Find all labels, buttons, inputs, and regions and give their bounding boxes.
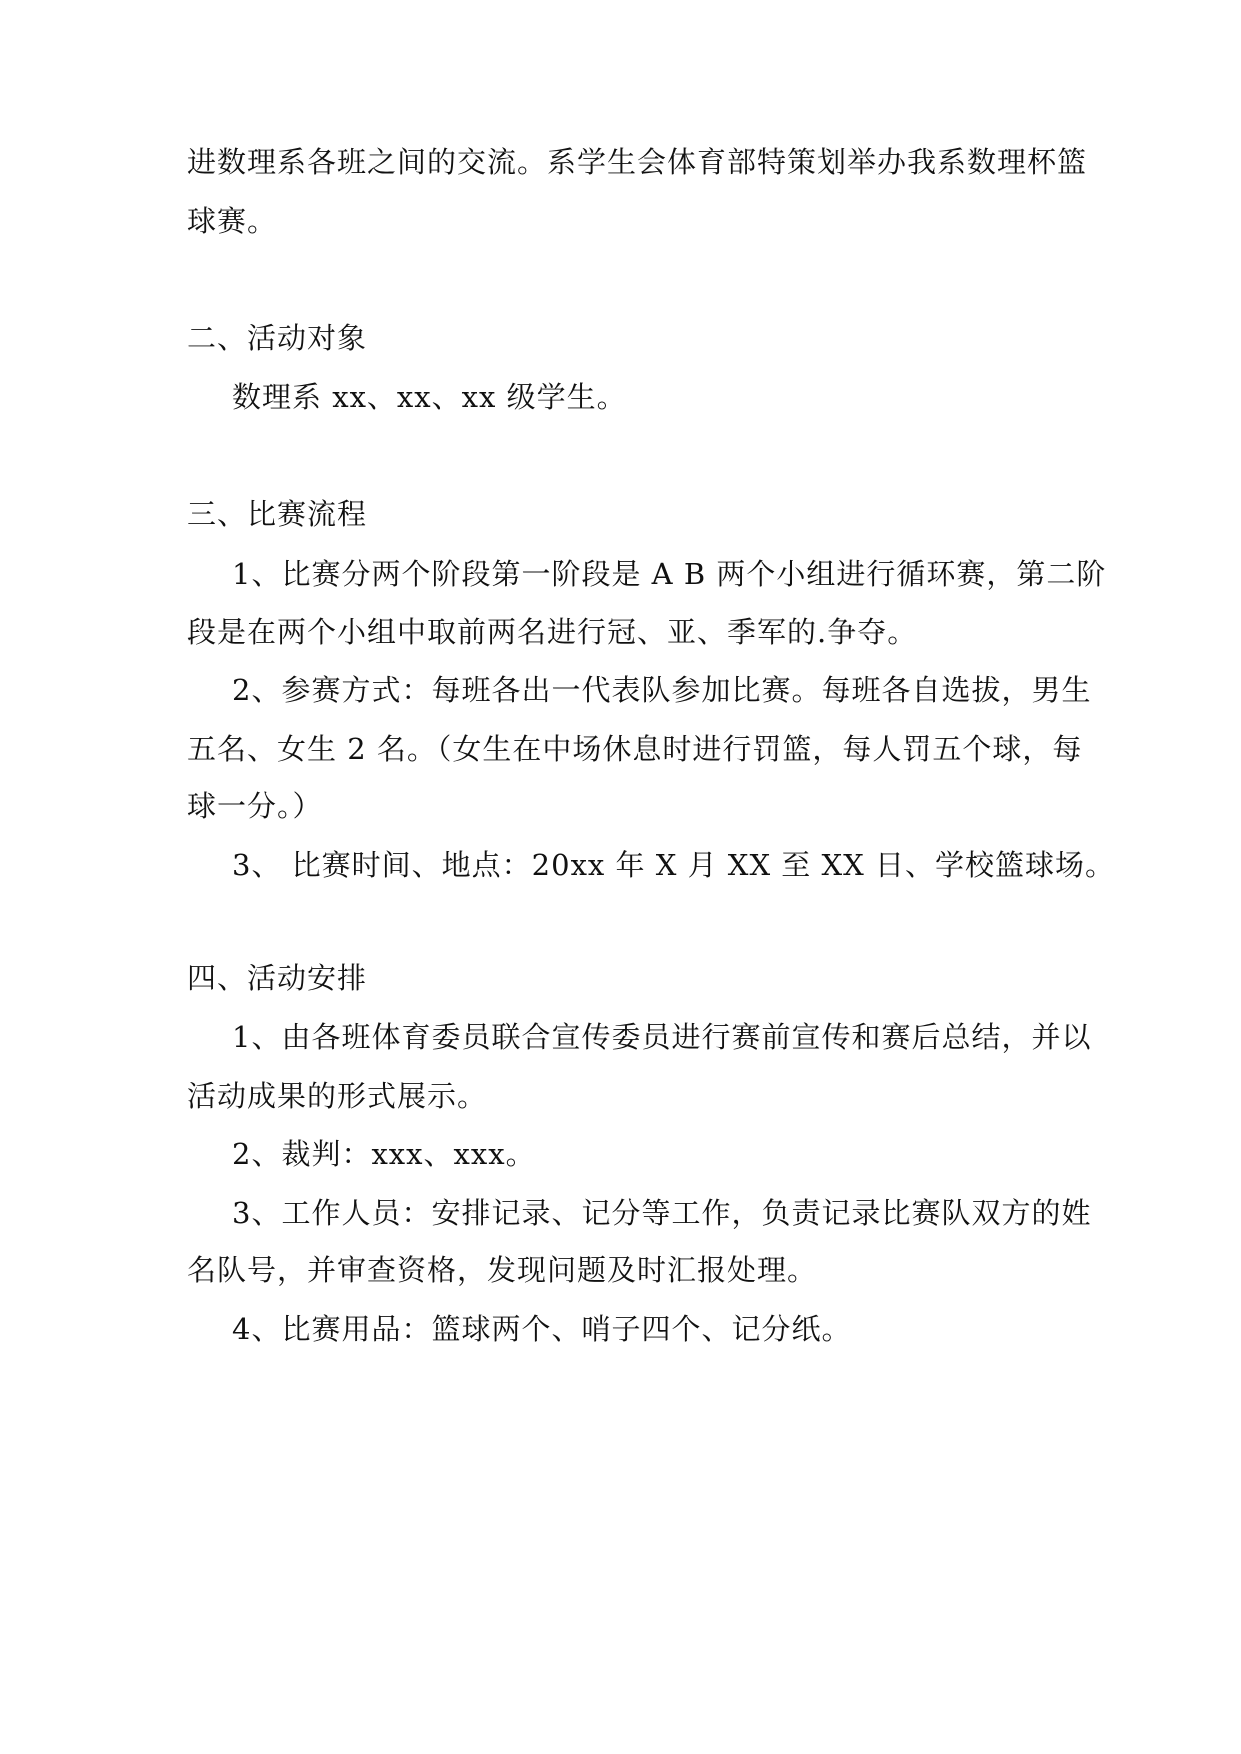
section-heading-process: 三、比赛流程 — [187, 497, 368, 531]
process-item-3: 3、 比赛时间、地点：20xx 年 X 月 XX 至 XX 日、学校篮球场。 — [232, 848, 1116, 882]
process-item-2-line-3: 球一分。） — [187, 789, 323, 823]
section-heading-arrangement: 四、活动安排 — [187, 961, 368, 995]
process-item-1-line-2: 段是在两个小组中取前两名进行冠、亚、季军的.争夺。 — [187, 615, 918, 649]
arrangement-item-2: 2、裁判：xxx、xxx。 — [232, 1137, 536, 1171]
section-heading-participants: 二、活动对象 — [187, 321, 368, 355]
intro-line-2: 球赛。 — [187, 204, 278, 238]
process-item-2-line-1: 2、参赛方式：每班各出一代表队参加比赛。每班各自选拔，男生 — [232, 673, 1092, 707]
arrangement-item-1-line-2: 活动成果的形式展示。 — [187, 1079, 488, 1113]
arrangement-item-3-line-2: 名队号，并审查资格，发现问题及时汇报处理。 — [187, 1253, 818, 1287]
arrangement-item-1-line-1: 1、由各班体育委员联合宣传委员进行赛前宣传和赛后总结，并以 — [232, 1020, 1092, 1054]
arrangement-item-4: 4、比赛用品：篮球两个、哨子四个、记分纸。 — [232, 1312, 852, 1346]
process-item-2-line-2: 五名、女生 2 名。（女生在中场休息时进行罚篮，每人罚五个球，每 — [187, 732, 1083, 766]
participants-text: 数理系 xx、xx、xx 级学生。 — [232, 380, 627, 414]
process-item-1-line-1: 1、比赛分两个阶段第一阶段是 A B 两个小组进行循环赛，第二阶 — [232, 557, 1107, 591]
intro-line-1: 进数理系各班之间的交流。系学生会体育部特策划举办我系数理杯篮 — [187, 145, 1088, 179]
arrangement-item-3-line-1: 3、工作人员：安排记录、记分等工作，负责记录比赛队双方的姓 — [232, 1196, 1092, 1230]
